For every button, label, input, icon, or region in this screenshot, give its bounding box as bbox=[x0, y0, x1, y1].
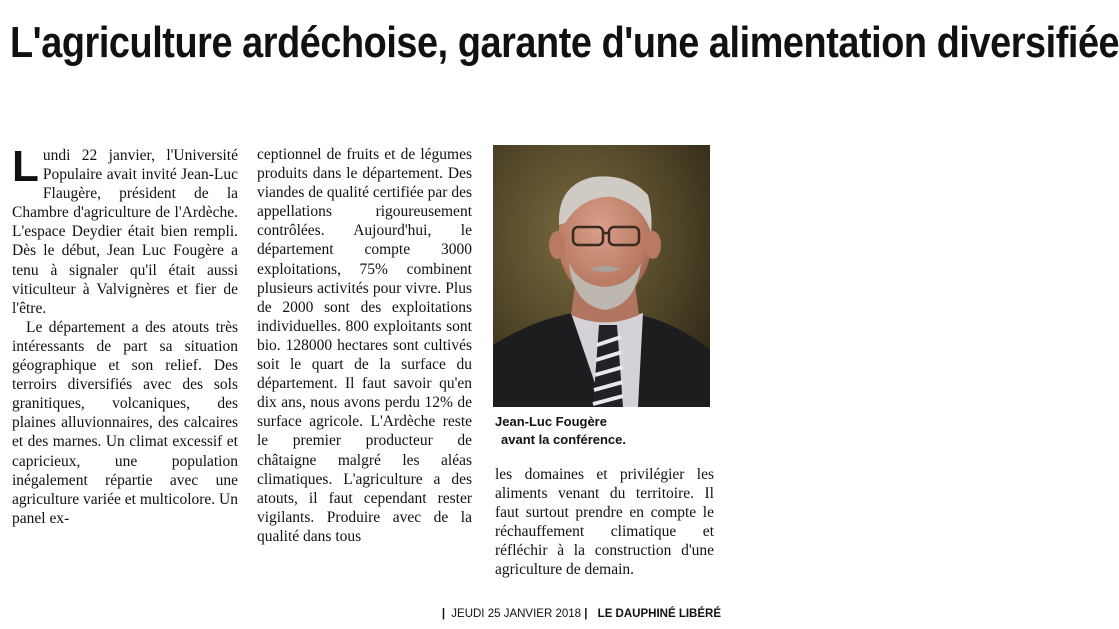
caption-line-1: Jean-Luc Fougère bbox=[495, 414, 607, 429]
newspaper-name: LE DAUPHINÉ LIBÉRÉ bbox=[597, 608, 721, 620]
page-footer bbox=[442, 608, 721, 620]
article-paragraph: ceptionnel de fruits et de légumes produits dans le département. Des viandes de qualité certifiée par des appellations rigoureusement contrôlées. Aujourd'hui, le département compte 3000 exploitations, 75% combinent plusieurs activités pour vivre. Plus de 2000 sont des exploitations individuelles. 800 exploitants sont bio. 128000 hectares sont cultivés soit le quart de la surface du département. Il faut savoir qu'en dix ans, nous avons perdu 12% de surface agricole. L'Ardèche reste le premier producteur de châtaigne malgré les aléas climatiques. L'agriculture a des atouts, il faut cependant rester vigilants. Produire avec de la qualité dans tous bbox=[257, 146, 472, 545]
article-paragraph: les domaines et privilégier les aliments venant du territoire. Il faut surtout prendre en compte le réchauffement climatique et réfléchir à la construction d'une agriculture de demain. bbox=[495, 466, 714, 579]
portrait-photo bbox=[493, 145, 710, 407]
publication-date: JEUDI 25 JANVIER 2018 bbox=[451, 608, 582, 620]
article-column-3 bbox=[495, 465, 714, 580]
paragraph-text: undi 22 janvier, l'Université Populaire avait invité Jean-Luc Flaugère, président de la Chambre d'agriculture de l'Ardèche. L'espace Deydier était bien rempli. Dès le début, Jean Luc Fougère a tenu à signaler qu'il était aussi viticulteur à Valvignères et fier de l'être. bbox=[12, 147, 238, 317]
article-paragraph: Le département a des atouts très intéressants de part sa situation géographique et son relief. Des terroirs diversifiés avec des sols granitiques, volcaniques, des plaines alluvionnaires, des calcaires et des marnes. Un climat excessif et capricieux, une population inégalement répartie avec une agriculture variée et multicolore. Un panel ex- bbox=[12, 318, 238, 527]
footer-divider: | bbox=[584, 608, 588, 620]
portrait-illustration bbox=[493, 145, 710, 407]
photo-caption bbox=[495, 413, 715, 449]
article-paragraph bbox=[12, 142, 238, 318]
drop-cap: L bbox=[12, 142, 39, 191]
article-column-1 bbox=[12, 142, 238, 528]
article-column-2 bbox=[257, 145, 472, 546]
footer-separator: | bbox=[441, 608, 446, 620]
article-headline: L'agriculture ardéchoise, garante d'une alimentation diversifiée bbox=[10, 18, 1119, 67]
caption-line-2: avant la conférence. bbox=[501, 432, 626, 447]
